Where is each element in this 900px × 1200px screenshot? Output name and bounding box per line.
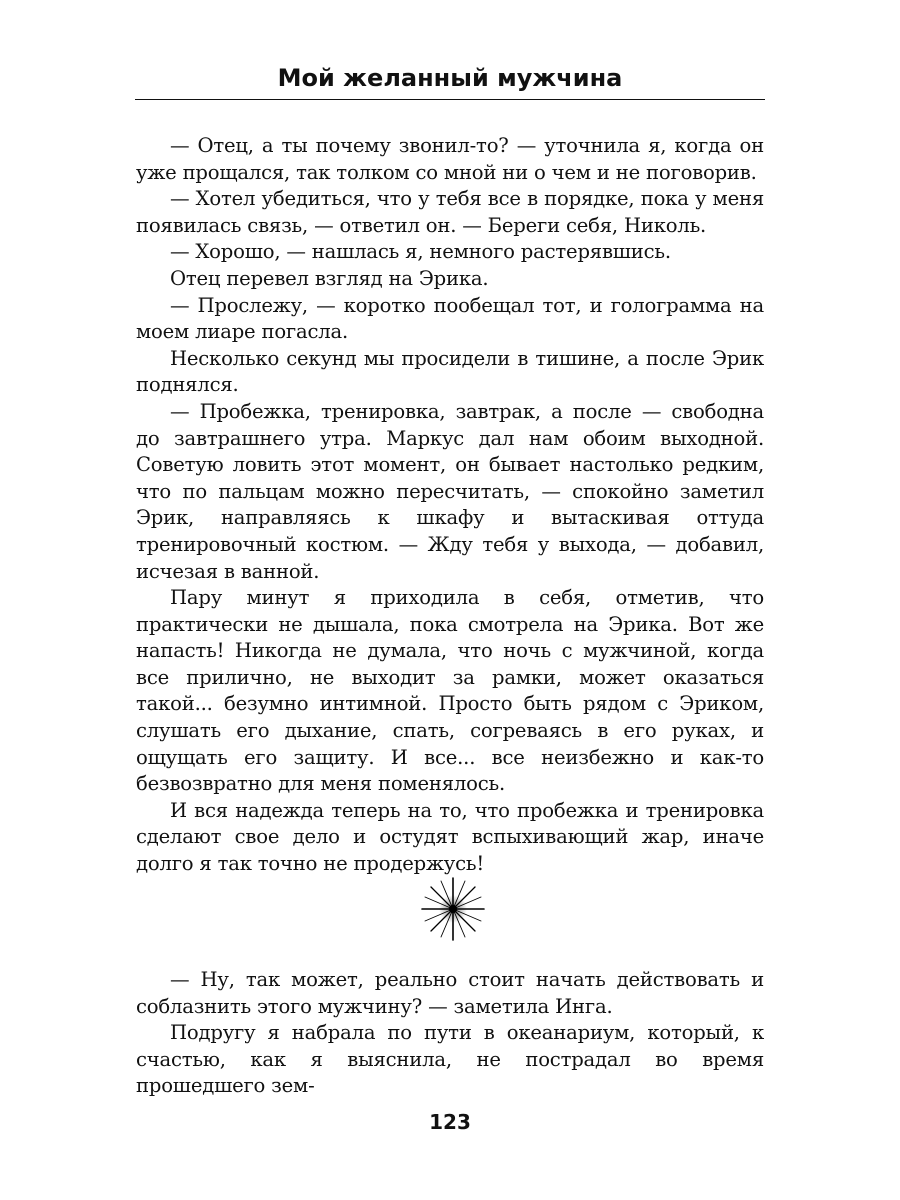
paragraph: — Хотел убедиться, что у тебя все в порядке, пока у меня появилась связь, — ответил он. — Береги себя, Николь. (136, 187, 764, 237)
text-section-1 (136, 133, 764, 878)
running-head-title: Мой желанный мужчина (277, 64, 623, 92)
star-separator-icon (418, 874, 488, 944)
paragraph: — Хорошо, — нашлась я, немного растерявшись. (170, 240, 671, 264)
page-number: 123 (429, 1110, 471, 1134)
paragraph: — Пробежка, тренировка, завтрак, а после — свободна до завтрашнего утра. Маркус дал нам обоим выходной. Советую ловить этот момент, он бывает настолько редким, что по пальцам можно пересчитать, — спокойно заметил Эрик, направляясь к шкафу и вытаскивая оттуда тренировочный костюм. — Жду тебя у выхода, — добавил, исчезая в ванной. (136, 399, 764, 583)
header-rule (135, 99, 765, 100)
paragraph: И вся надежда теперь на то, что пробежка и тренировка сделают свое дело и остудят вспыхивающий жар, иначе долго я так точно не продержусь! (136, 798, 764, 876)
paragraph: Пару минут я приходила в себя, отметив, что практически не дышала, пока смотрела на Эрика. Вот же напасть! Никогда не думала, что ночь с мужчиной, когда все прилично, не выходит за рамки, может оказаться такой... безумно интимной. Просто быть рядом с Эриком, слушать его дыхание, спать, согреваясь в его руках, и ощущать его защиту. И все... все неизбежно и как-то безвозвратно для меня поменялось. (136, 586, 764, 796)
paragraph: Подругу я набрала по пути в океанариум, который, к счастью, как я выяснила, не пострадал во время прошедшего зем- (136, 1021, 764, 1098)
paragraph: Отец перевел взгляд на Эрика. (170, 266, 489, 290)
paragraph: Несколько секунд мы просидели в тишине, а после Эрик поднялся. (136, 346, 764, 397)
text-section-2 (136, 967, 764, 1100)
paragraph: — Прослежу, — коротко пообещал тот, и голограмма на моем лиаре погасла. (136, 293, 764, 344)
paragraph: — Отец, а ты почему звонил-то? — уточнила я, когда он уже прощался, так толком со мной ни о чем и не поговорив. (136, 134, 764, 184)
paragraph: — Ну, так может, реально стоит начать действовать и соблазнить этого мужчину? — заметила Инга. (136, 968, 764, 1018)
